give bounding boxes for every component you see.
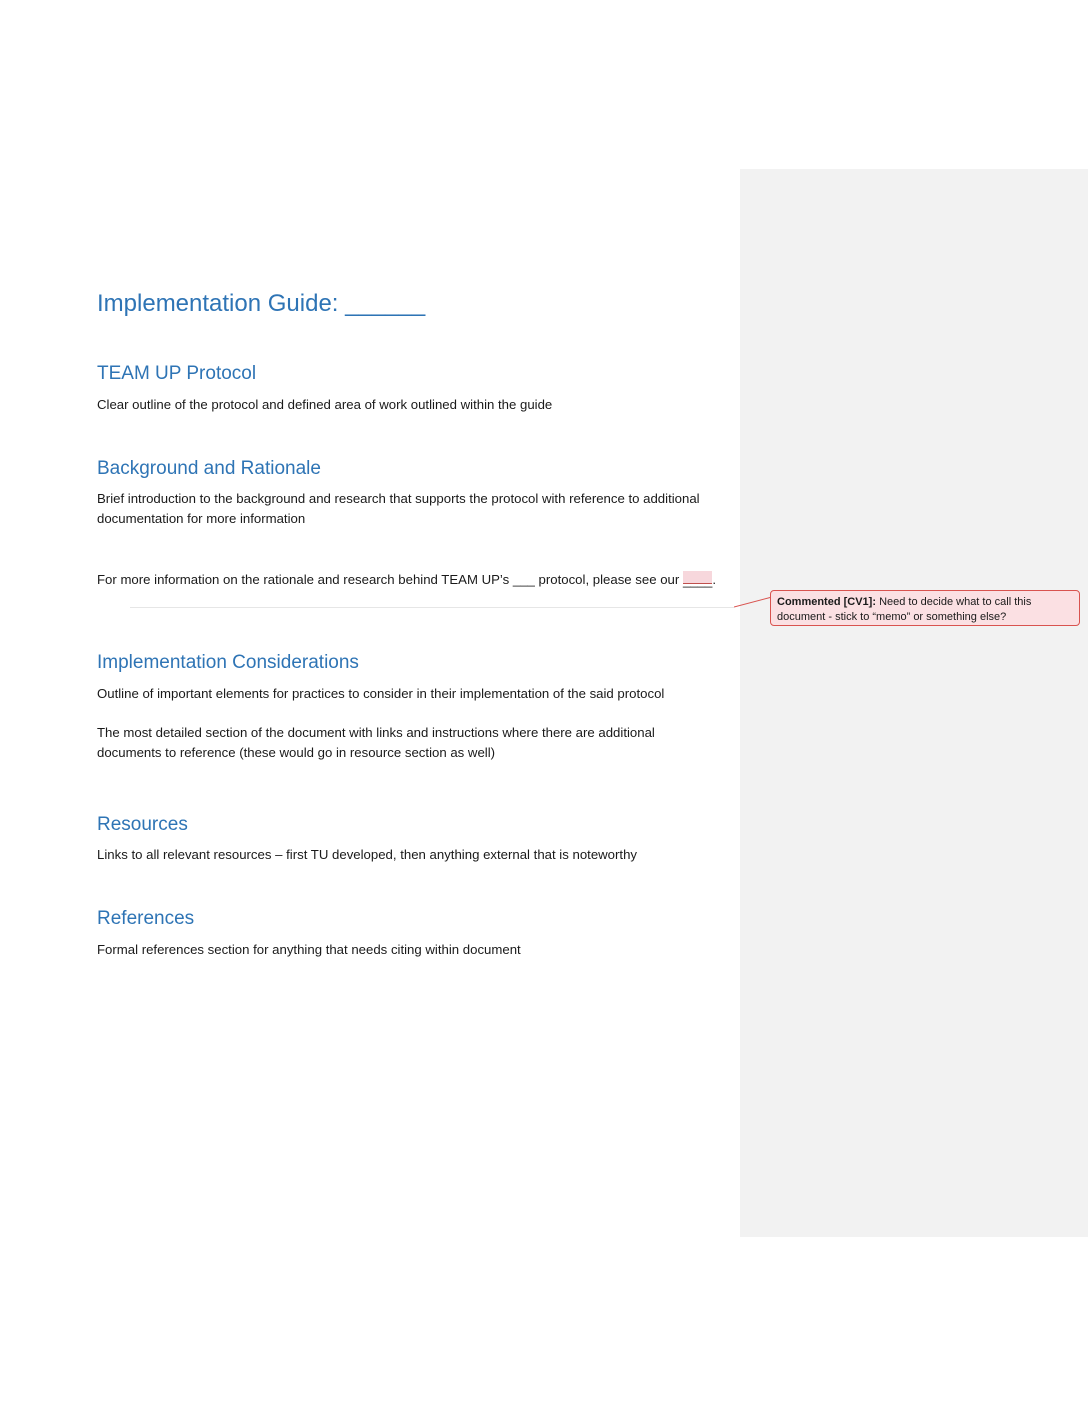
heading-references: References xyxy=(97,908,195,929)
paragraph-resources: Links to all relevant resources – first TU developed, then anything external that is noteworthy xyxy=(97,847,638,862)
more-information-text: For more information on the rationale and research behind TEAM UP’s ___ protocol, please see our xyxy=(97,572,680,587)
document-title: Implementation Guide: ______ xyxy=(97,290,426,317)
paragraph-more-information xyxy=(97,570,727,590)
heading-resources: Resources xyxy=(97,814,188,835)
comment-text: Need to decide what to call this document - stick to “memo” or something else? xyxy=(777,596,1032,623)
paragraph-background-intro: Brief introduction to the background and research that supports the protocol with reference to additional documentation for more information xyxy=(97,491,700,526)
comment-balloon[interactable] xyxy=(770,590,1080,626)
comment-connector-line xyxy=(734,596,774,612)
heading-background-rationale: Background and Rationale xyxy=(97,458,321,479)
paragraph-important-elements: Outline of important elements for practices to consider in their implementation of the said protocol xyxy=(97,686,665,701)
paragraph-detailed-section: The most detailed section of the document with links and instructions where there are additional documents to reference (these would go in resource section as well) xyxy=(97,725,655,760)
comments-margin-pane xyxy=(740,169,1088,1237)
commented-blank-placeholder[interactable]: ____ xyxy=(682,573,713,588)
comment-label: Commented [CV1]: xyxy=(777,596,877,608)
paragraph-protocol-outline: Clear outline of the protocol and defined area of work outlined within the guide xyxy=(97,397,553,412)
heading-team-up-protocol: TEAM UP Protocol xyxy=(97,363,257,384)
heading-implementation-considerations: Implementation Considerations xyxy=(97,652,359,673)
paragraph-references: Formal references section for anything that needs citing within document xyxy=(97,942,521,957)
comment-anchor-line xyxy=(130,607,734,608)
trailing-period: . xyxy=(712,572,716,587)
